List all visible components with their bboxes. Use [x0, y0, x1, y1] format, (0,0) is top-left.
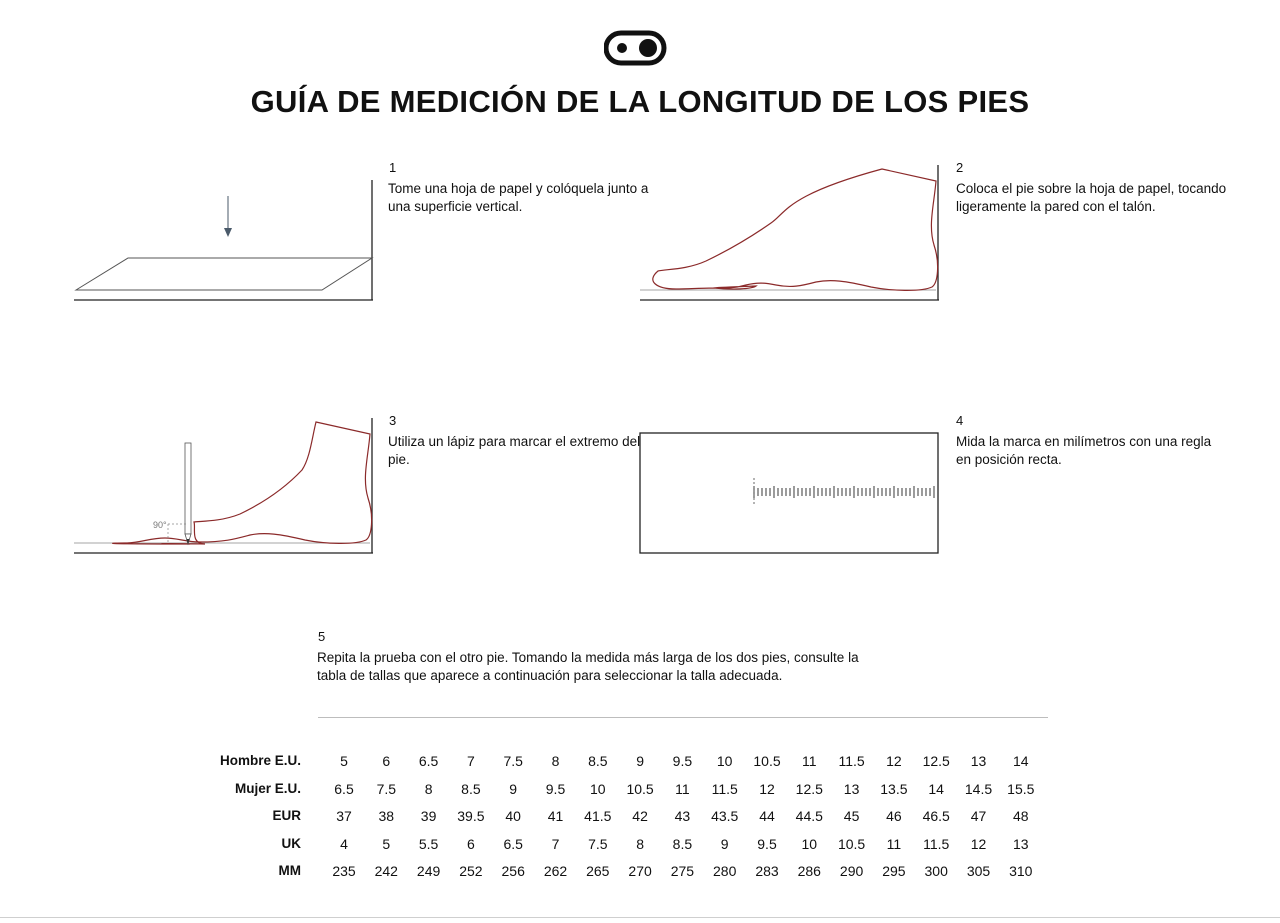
- size-cell: 43: [674, 808, 691, 824]
- size-cell: 46.5: [922, 808, 950, 824]
- size-cell: 9.5: [672, 753, 693, 769]
- size-cell: 13: [1013, 836, 1029, 852]
- size-cell: 300: [924, 863, 948, 879]
- size-cell: 9: [509, 781, 518, 797]
- size-cell: 44.5: [795, 808, 823, 824]
- step-1-text: Tome una hoja de papel y colóquela junto a una superficie vertical.: [388, 181, 649, 214]
- size-row-label: Mujer E.U.: [234, 781, 301, 796]
- size-cell: 7: [466, 753, 475, 769]
- size-cell: 41.5: [584, 808, 612, 824]
- step-4-number: 4: [956, 413, 964, 428]
- size-cell: 8: [424, 781, 433, 797]
- size-cell: 40: [505, 808, 521, 824]
- size-cell: 11: [886, 836, 902, 852]
- size-row-label: MM: [278, 863, 301, 878]
- size-cell: 7.5: [503, 753, 523, 769]
- step-5-text: Repita la prueba con el otro pie. Tomando la medida más larga de los dos pies, consulte la tabla de tallas que aparece a continuación para seleccionar la talla adecuada.: [317, 650, 859, 683]
- size-cell: 10: [801, 836, 818, 852]
- size-cell: 13: [970, 753, 987, 769]
- size-cell: 12: [886, 753, 902, 769]
- size-cell: 235: [332, 863, 356, 879]
- size-cell: 15.5: [1007, 781, 1035, 797]
- size-cell: 6: [382, 753, 391, 769]
- size-cell: 262: [543, 863, 568, 879]
- size-cell: 9.5: [545, 781, 566, 797]
- size-cell: 12: [970, 836, 987, 852]
- size-cell: 39.5: [457, 808, 485, 824]
- size-row-label: UK: [281, 836, 301, 851]
- size-cell: 310: [1009, 863, 1033, 879]
- size-cell: 6.5: [418, 753, 439, 769]
- size-cell: 4: [340, 836, 348, 852]
- size-cell: 290: [839, 863, 864, 879]
- size-cell: 249: [416, 863, 441, 879]
- size-cell: 256: [501, 863, 525, 879]
- size-cell: 43.5: [711, 808, 739, 824]
- size-cell: 8.5: [461, 781, 481, 797]
- size-cell: 47: [970, 808, 987, 824]
- size-cell: 10: [590, 781, 606, 797]
- size-cell: 275: [670, 863, 695, 879]
- size-cell: 14.5: [964, 781, 993, 797]
- size-cell: 13: [843, 781, 860, 797]
- size-cell: 38: [378, 808, 395, 824]
- size-cell: 8: [551, 753, 560, 769]
- size-cell: 46: [886, 808, 902, 824]
- step-2-text: Coloca el pie sobre la hoja de papel, tocando ligeramente la pared con el talón.: [956, 181, 1227, 214]
- size-cell: 242: [374, 863, 398, 879]
- size-cell: 295: [882, 863, 906, 879]
- size-cell: 270: [628, 863, 652, 879]
- size-cell: 5.5: [418, 836, 439, 852]
- size-cell: 7.5: [376, 781, 397, 797]
- page-title: GUÍA DE MEDICIÓN DE LA LONGITUD DE LOS PIES: [250, 84, 1030, 119]
- size-cell: 280: [713, 863, 737, 879]
- size-cell: 5: [340, 753, 348, 769]
- size-cell: 9: [720, 836, 729, 852]
- step-4-text: Mida la marca en milímetros con una regla en posición recta.: [956, 434, 1212, 467]
- size-cell: 8: [636, 836, 644, 852]
- size-cell: 8.5: [672, 836, 693, 852]
- size-cell: 252: [459, 863, 483, 879]
- size-cell: 6.5: [334, 781, 354, 797]
- size-cell: 39: [420, 808, 437, 824]
- size-cell: 10.5: [753, 753, 781, 769]
- size-cell: 11: [802, 753, 817, 769]
- size-cell: 8.5: [588, 753, 608, 769]
- size-cell: 48: [1013, 808, 1029, 824]
- step-3-number: 3: [389, 413, 397, 428]
- size-cell: 5: [382, 836, 391, 852]
- step-5-number: 5: [318, 629, 326, 644]
- size-cell: 9.5: [757, 836, 777, 852]
- size-cell: 10.5: [837, 836, 866, 852]
- size-cell: 11.5: [711, 781, 738, 797]
- size-cell: 11.5: [838, 753, 865, 769]
- step-2-number: 2: [956, 160, 964, 175]
- size-cell: 6.5: [503, 836, 523, 852]
- size-cell: 11: [675, 781, 690, 797]
- step-1-number: 1: [389, 160, 397, 175]
- size-row-label: EUR: [272, 808, 301, 823]
- size-cell: 305: [966, 863, 991, 879]
- size-cell: 44: [759, 808, 775, 824]
- size-cell: 7.5: [588, 836, 608, 852]
- size-cell: 14: [928, 781, 944, 797]
- size-cell: 14: [1013, 753, 1029, 769]
- size-cell: 10: [716, 753, 733, 769]
- size-cell: 13.5: [880, 781, 908, 797]
- size-cell: 42: [632, 808, 648, 824]
- angle-label: 90°: [153, 520, 167, 530]
- size-cell: 37: [336, 808, 352, 824]
- size-cell: 45: [843, 808, 860, 824]
- size-cell: 12.5: [922, 753, 950, 769]
- step-3-text: Utiliza un lápiz para marcar el extremo del pie.: [388, 434, 641, 467]
- size-cell: 7: [551, 836, 560, 852]
- size-cell: 11.5: [923, 836, 950, 852]
- size-cell: 265: [586, 863, 610, 879]
- bottom-divider: [0, 917, 1280, 918]
- size-cell: 41: [547, 808, 564, 824]
- size-cell: 10.5: [626, 781, 654, 797]
- size-cell: 12.5: [795, 781, 823, 797]
- size-cell: 6: [466, 836, 475, 852]
- size-row-label: Hombre E.U.: [219, 753, 301, 768]
- size-cell: 9: [636, 753, 644, 769]
- size-cell: 286: [797, 863, 821, 879]
- size-cell: 283: [755, 863, 779, 879]
- size-cell: 12: [759, 781, 775, 797]
